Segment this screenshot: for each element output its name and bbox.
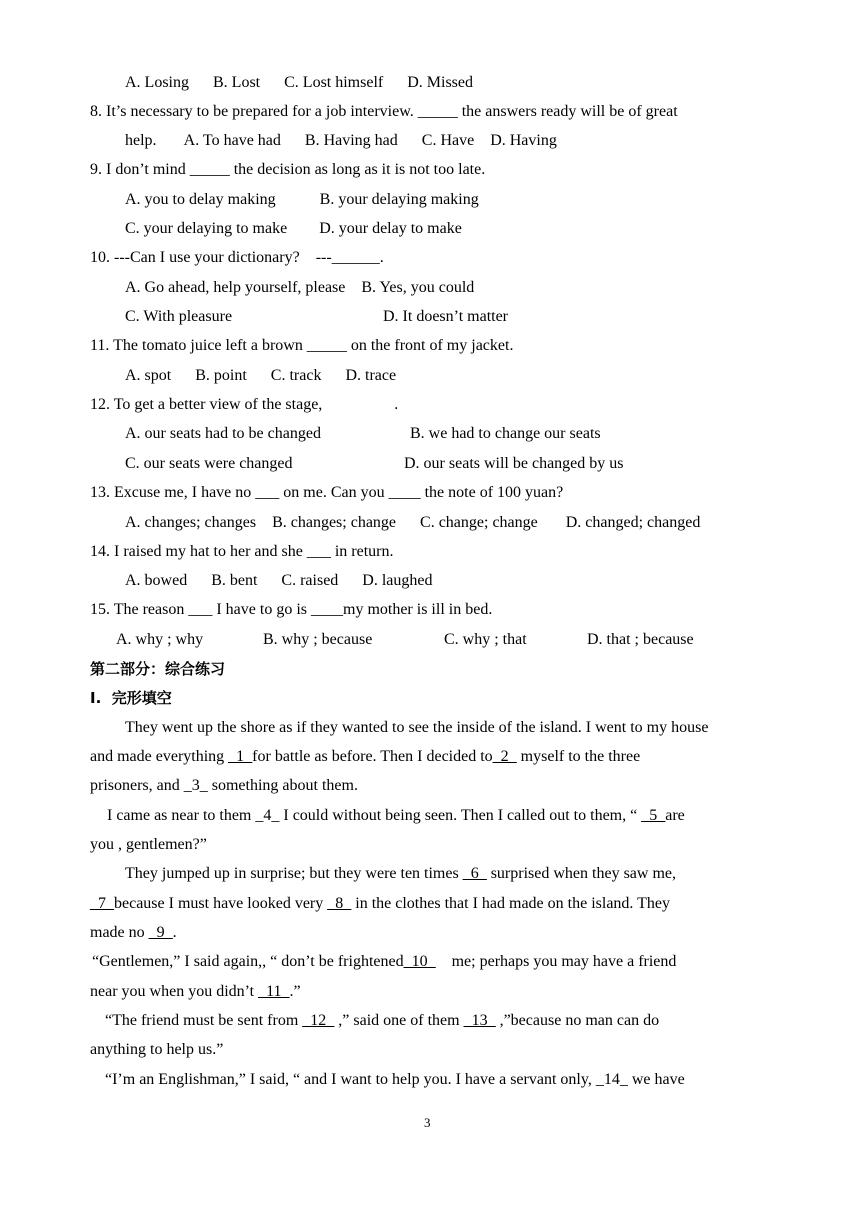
question-9-options-cd: C. your delaying to make D. your delay to make xyxy=(125,220,462,237)
passage-line: “I’m an Englishman,” I said, “ and I want to help you. I have a servant only, _14_ we have xyxy=(105,1071,685,1088)
question-12-option-a: A. our seats had to be changed xyxy=(125,425,321,442)
question-15-option-d: D. that ; because xyxy=(587,631,694,648)
question-12-option-c: C. our seats were changed xyxy=(125,455,293,472)
passage-line: near you when you didn’t _11_.” xyxy=(90,983,301,1000)
question-8-stem: 8. It’s necessary to be prepared for a job interview. _____ the answers ready will be of great xyxy=(90,103,678,120)
question-10-option-c: C. With pleasure xyxy=(125,308,233,325)
question-15-stem: 15. The reason ___ I have to go is ____my mother is ill in bed. xyxy=(90,601,493,618)
question-12-option-d: D. our seats will be changed by us xyxy=(404,455,624,472)
blank-11: _11_ xyxy=(258,983,290,1000)
question-11-stem: 11. The tomato juice left a brown _____ on the front of my jacket. xyxy=(90,337,514,354)
blank-12: _12_ xyxy=(302,1012,335,1029)
passage-line: anything to help us.” xyxy=(90,1041,224,1058)
blank-7: _7_ xyxy=(90,895,114,912)
passage-line: They went up the shore as if they wanted to see the inside of the island. I went to my house xyxy=(125,719,709,736)
passage-line: I came as near to them _4_ I could without being seen. Then I called out to them, “ _5_are xyxy=(107,807,685,824)
blank-9: _9_ xyxy=(148,924,173,941)
blank-5: _5_ xyxy=(641,807,666,824)
passage-line: They jumped up in surprise; but they were ten times _6_ surprised when they saw me, xyxy=(125,865,676,882)
passage-line: _7_because I must have looked very _8_ in the clothes that I had made on the island. They xyxy=(90,895,670,912)
blank-10: _10_ xyxy=(403,953,436,970)
question-8-options: help. A. To have had B. Having had C. Have D. Having xyxy=(125,132,557,149)
question-13-options: A. changes; changes B. changes; change C. change; change D. changed; changed xyxy=(125,514,701,531)
question-10-options-ab: A. Go ahead, help yourself, please B. Yes, you could xyxy=(125,279,475,296)
question-14-stem: 14. I raised my hat to her and she ___ in return. xyxy=(90,543,394,560)
question-9-stem: 9. I don’t mind _____ the decision as long as it is not too late. xyxy=(90,161,486,178)
blank-6: _6_ xyxy=(462,865,487,882)
blank-13: _13_ xyxy=(463,1012,496,1029)
passage-line: prisoners, and _3_ something about them. xyxy=(90,777,358,794)
cloze-heading: I. 完形填空 xyxy=(90,689,172,707)
question-14-options: A. bowed B. bent C. raised D. laughed xyxy=(125,572,433,589)
question-12-option-b: B. we had to change our seats xyxy=(410,425,601,442)
passage-line: “Gentlemen,” I said again,, “ don’t be frightened_10_ me; perhaps you may have a friend xyxy=(92,953,677,970)
page-number: 3 xyxy=(424,1115,431,1130)
blank-8: _8_ xyxy=(327,895,352,912)
passage-line: you , gentlemen?” xyxy=(90,836,207,853)
blank-2: _2_ xyxy=(492,748,517,765)
question-11-options: A. spot B. point C. track D. trace xyxy=(125,367,397,384)
question-10-option-d: D. It doesn’t matter xyxy=(383,308,509,325)
question-7-options: A. Losing B. Lost C. Lost himself D. Missed xyxy=(125,74,474,91)
question-15-option-a: A. why ; why xyxy=(116,631,204,648)
blank-1: _1_ xyxy=(228,748,253,765)
passage-line: “The friend must be sent from _12_ ,” said one of them _13_ ,”because no man can do xyxy=(105,1012,660,1029)
passage-line: made no _9_. xyxy=(90,924,177,941)
question-15-option-b: B. why ; because xyxy=(263,631,373,648)
question-9-options-ab: A. you to delay making B. your delaying making xyxy=(125,191,479,208)
question-13-stem: 13. Excuse me, I have no ___ on me. Can you ____ the note of 100 yuan? xyxy=(90,484,564,501)
section-2-title: 第二部分：综合练习 xyxy=(90,660,226,678)
question-15-option-c: C. why ; that xyxy=(444,631,527,648)
passage-line: and made everything _1_for battle as before. Then I decided to_2_ myself to the three xyxy=(90,748,641,765)
question-10-stem: 10. ---Can I use your dictionary? ---______. xyxy=(90,249,384,266)
question-12-stem: 12. To get a better view of the stage, . xyxy=(90,396,399,413)
